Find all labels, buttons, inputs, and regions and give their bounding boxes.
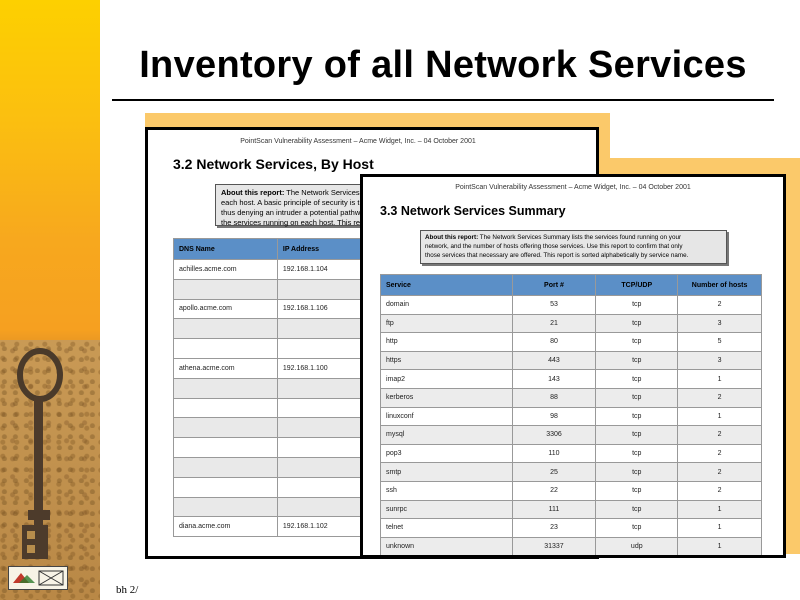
cell-dns <box>174 378 278 398</box>
footer-text: bh 2/ <box>116 584 139 596</box>
table-row <box>381 481 762 500</box>
column-header-dns-name: DNS Name <box>174 239 278 260</box>
cell-dns <box>174 319 278 339</box>
cell-hosts: 2 <box>678 388 762 407</box>
column-header-protocol: TCP/UDP <box>596 275 678 296</box>
cell-ip: 192.168.1.100 <box>277 358 592 378</box>
cell-dns: achilles.acme.com <box>174 260 278 280</box>
cell-service: sunrpc <box>381 500 513 519</box>
column-header-number-of-hosts: Number of hosts <box>678 275 762 296</box>
cell-service: pop3 <box>381 444 513 463</box>
cell-ip: 192.168.1.102 <box>277 517 592 537</box>
cell-hosts: 2 <box>678 463 762 482</box>
cell-protocol: tcp <box>596 463 678 482</box>
cell-port: 23 <box>512 519 596 538</box>
table-row <box>381 519 762 538</box>
cell-port: 98 <box>512 407 596 426</box>
slide-title: Inventory of all Network Services <box>139 44 747 86</box>
cell-service: smtp <box>381 463 513 482</box>
table-header-row <box>381 275 762 296</box>
cell-protocol: tcp <box>596 388 678 407</box>
cell-port: 3306 <box>512 426 596 445</box>
table-row <box>381 333 762 352</box>
doc-heading-front: 3.3 Network Services Summary <box>380 204 566 218</box>
table-row <box>381 370 762 389</box>
network-services-summary-document <box>360 174 786 558</box>
cell-dns <box>174 279 278 299</box>
title-divider <box>112 99 774 101</box>
table-row <box>381 463 762 482</box>
column-header-ip-address: IP Address <box>277 239 592 260</box>
about-line: network, and the number of hosts offering those services. Use this report to confirm that only <box>425 243 683 250</box>
cell-hosts: 1 <box>678 407 762 426</box>
cell-dns <box>174 457 278 477</box>
doc-header-front: PointScan Vulnerability Assessment – Acme Widget, Inc. – 04 October 2001 <box>455 184 691 191</box>
cell-hosts: 2 <box>678 426 762 445</box>
cell-service: telnet <box>381 519 513 538</box>
cell-hosts: 1 <box>678 519 762 538</box>
table-row <box>381 407 762 426</box>
doc-header-back: PointScan Vulnerability Assessment – Acme Widget, Inc. – 04 October 2001 <box>240 138 476 145</box>
cell-hosts: 5 <box>678 333 762 352</box>
about-line: thus denying an intruder a potential pathw <box>221 208 361 217</box>
services-summary-table <box>380 274 762 556</box>
cell-dns <box>174 418 278 438</box>
cell-protocol: tcp <box>596 333 678 352</box>
cell-hosts: 2 <box>678 296 762 315</box>
table-row <box>381 500 762 519</box>
column-header-port: Port # <box>512 275 596 296</box>
table-row <box>381 388 762 407</box>
cell-hosts: 3 <box>678 314 762 333</box>
cell-port: 88 <box>512 388 596 407</box>
cell-port: 143 <box>512 370 596 389</box>
presentation-logo-icon <box>8 566 68 590</box>
cell-dns: apollo.acme.com <box>174 299 278 319</box>
cell-service: http <box>381 333 513 352</box>
cell-hosts: 1 <box>678 537 762 556</box>
cell-service: mysql <box>381 426 513 445</box>
cell-port: 110 <box>512 444 596 463</box>
doc-heading-back: 3.2 Network Services, By Host <box>173 156 374 172</box>
cell-port: 22 <box>512 481 596 500</box>
cell-port: 25 <box>512 463 596 482</box>
cell-service: ssh <box>381 481 513 500</box>
cell-dns: diana.acme.com <box>174 517 278 537</box>
cell-port: 80 <box>512 333 596 352</box>
about-line: those services that necessary are offered. This report is sorted alphabetically by service name. <box>425 252 689 259</box>
table-row <box>381 296 762 315</box>
about-label-front: About this report: <box>425 234 479 241</box>
cell-dns <box>174 438 278 458</box>
cell-dns <box>174 339 278 359</box>
cell-port: 111 <box>512 500 596 519</box>
cell-service: unknown <box>381 537 513 556</box>
cell-ip: 192.168.1.106 <box>277 299 592 319</box>
decorative-side-strip <box>0 0 100 600</box>
cell-hosts: 2 <box>678 444 762 463</box>
cell-protocol: tcp <box>596 407 678 426</box>
cell-hosts: 2 <box>678 481 762 500</box>
table-row <box>381 426 762 445</box>
cell-service: domain <box>381 296 513 315</box>
table-row <box>381 351 762 370</box>
about-line: the services running on each host. This re <box>221 218 361 227</box>
cell-protocol: tcp <box>596 296 678 315</box>
cell-protocol: tcp <box>596 500 678 519</box>
cell-hosts: 1 <box>678 370 762 389</box>
cell-port: 53 <box>512 296 596 315</box>
about-line: The Network Services Summary lists the services found running on your <box>478 234 682 241</box>
cell-protocol: tcp <box>596 444 678 463</box>
cell-dns <box>174 497 278 517</box>
cell-service: linuxconf <box>381 407 513 426</box>
cell-protocol: tcp <box>596 481 678 500</box>
cell-dns <box>174 477 278 497</box>
cell-hosts: 1 <box>678 500 762 519</box>
table-row <box>381 444 762 463</box>
about-line: The Network Services <box>284 188 360 197</box>
cell-dns <box>174 398 278 418</box>
cell-ip: 192.168.1.104 <box>277 260 592 280</box>
table-row <box>381 314 762 333</box>
cell-service: https <box>381 351 513 370</box>
cell-dns: athena.acme.com <box>174 358 278 378</box>
cell-hosts: 3 <box>678 351 762 370</box>
cell-protocol: tcp <box>596 314 678 333</box>
cell-service: ftp <box>381 314 513 333</box>
key-image <box>0 345 100 575</box>
cell-port: 443 <box>512 351 596 370</box>
table-row <box>381 537 762 556</box>
cell-protocol: tcp <box>596 426 678 445</box>
about-box-front <box>420 230 727 264</box>
about-label-back: About this report: <box>221 188 285 197</box>
cell-port: 21 <box>512 314 596 333</box>
about-line: each host. A basic principle of security is t <box>221 198 360 207</box>
cell-port: 31337 <box>512 537 596 556</box>
cell-protocol: tcp <box>596 351 678 370</box>
cell-protocol: tcp <box>596 370 678 389</box>
cell-protocol: udp <box>596 537 678 556</box>
column-header-service: Service <box>381 275 513 296</box>
cell-protocol: tcp <box>596 519 678 538</box>
cell-service: imap2 <box>381 370 513 389</box>
cell-service: kerberos <box>381 388 513 407</box>
